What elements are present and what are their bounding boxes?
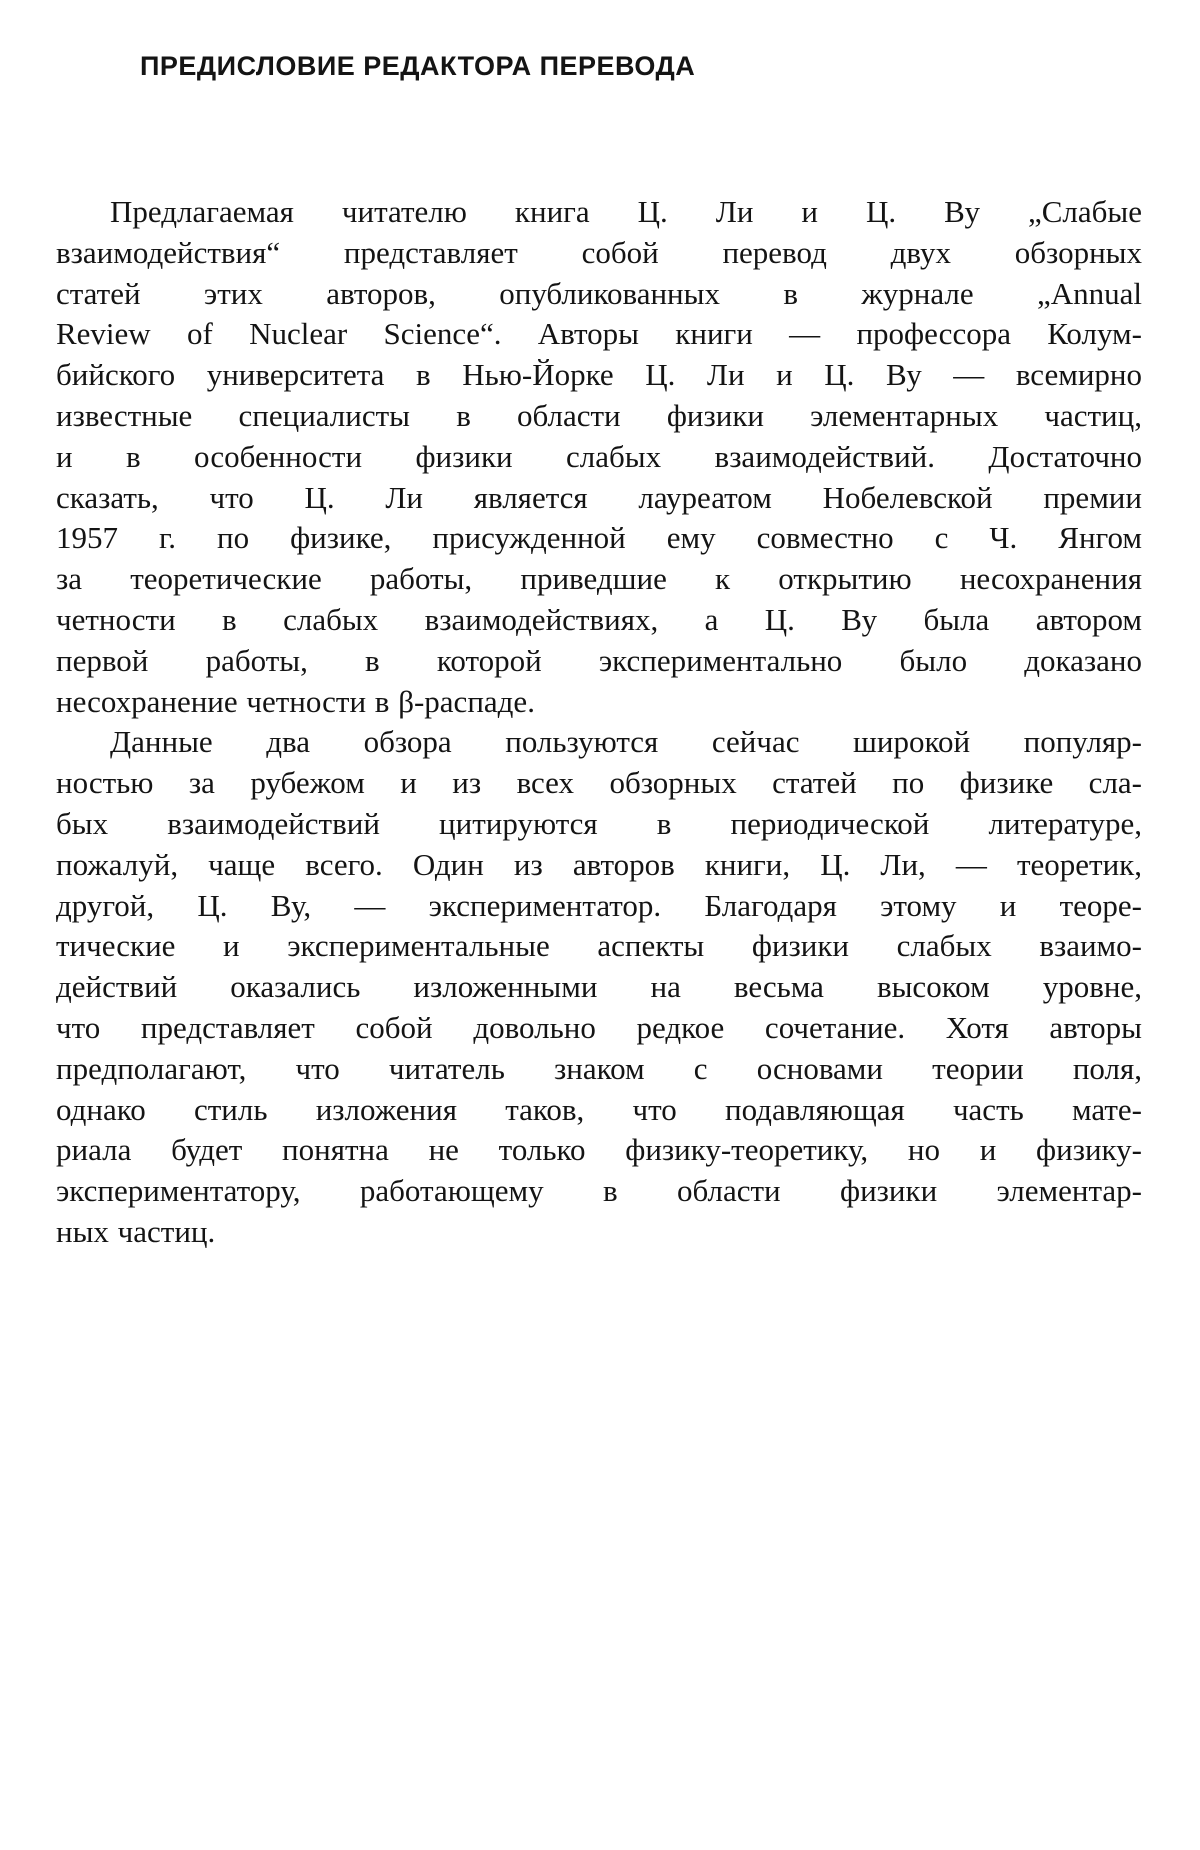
text-line: четности в слабых взаимодействиях, а Ц. Ву была автором [56, 601, 1142, 637]
text-line: Review of Nuclear Science“. Авторы книги — профессора Колум- [56, 316, 1142, 352]
text-line: Данные два обзора пользуются сейчас широкой популяр- [110, 724, 1142, 760]
text-line: взаимодействия“ представляет собой перевод двух обзорных [56, 234, 1142, 270]
text-line: первой работы, в которой экспериментально было доказано [56, 642, 1142, 678]
text-line: пожалуй, чаще всего. Один из авторов книги, Ц. Ли, — теоретик, [56, 846, 1142, 882]
text-line: риала будет понятна не только физику-теоретику, но и физику- [56, 1132, 1142, 1168]
text-line: предполагают, что читатель знаком с основами теории поля, [56, 1050, 1142, 1086]
text-line: ных частиц. [56, 1213, 216, 1249]
text-line: известные специалисты в области физики элементарных частиц, [56, 397, 1142, 433]
paragraph-2 [56, 722, 1142, 1252]
text-line: сказать, что Ц. Ли является лауреатом Нобелевской премии [56, 479, 1142, 515]
text-line: 1957 г. по физике, присужденной ему совместно с Ч. Янгом [56, 520, 1142, 556]
text-line: действий оказались изложенными на весьма высоком уровне, [56, 969, 1142, 1005]
body-text [56, 192, 1142, 1253]
text-line: за теоретические работы, приведшие к открытию несохранения [56, 561, 1142, 597]
text-line: ностью за рубежом и из всех обзорных статей по физике сла- [56, 765, 1142, 801]
text-line: что представляет собой довольно редкое сочетание. Хотя авторы [56, 1009, 1142, 1045]
text-line: другой, Ц. Ву, — экспериментатор. Благодаря этому и теоре- [56, 887, 1142, 923]
text-line: однако стиль изложения таков, что подавляющая часть мате- [56, 1091, 1142, 1127]
text-line: несохранение четности в β-распаде. [56, 683, 535, 719]
text-line: Предлагаемая читателю книга Ц. Ли и Ц. Ву „Слабые [110, 194, 1142, 229]
text-line: тические и экспериментальные аспекты физики слабых взаимо- [56, 928, 1142, 964]
text-line: экспериментатору, работающему в области физики элементар- [56, 1173, 1142, 1209]
text-line: и в особенности физики слабых взаимодействий. Достаточно [56, 438, 1142, 474]
text-line: статей этих авторов, опубликованных в журнале „Annual [56, 275, 1142, 311]
page-title: ПРЕДИСЛОВИЕ РЕДАКТОРА ПЕРЕВОДА [140, 51, 696, 81]
paragraph-1 [56, 192, 1142, 722]
text-line: бийского университета в Нью-Йорке Ц. Ли и Ц. Ву — всемирно [56, 357, 1142, 393]
text-line: бых взаимодействий цитируются в периодической литературе, [56, 805, 1142, 841]
